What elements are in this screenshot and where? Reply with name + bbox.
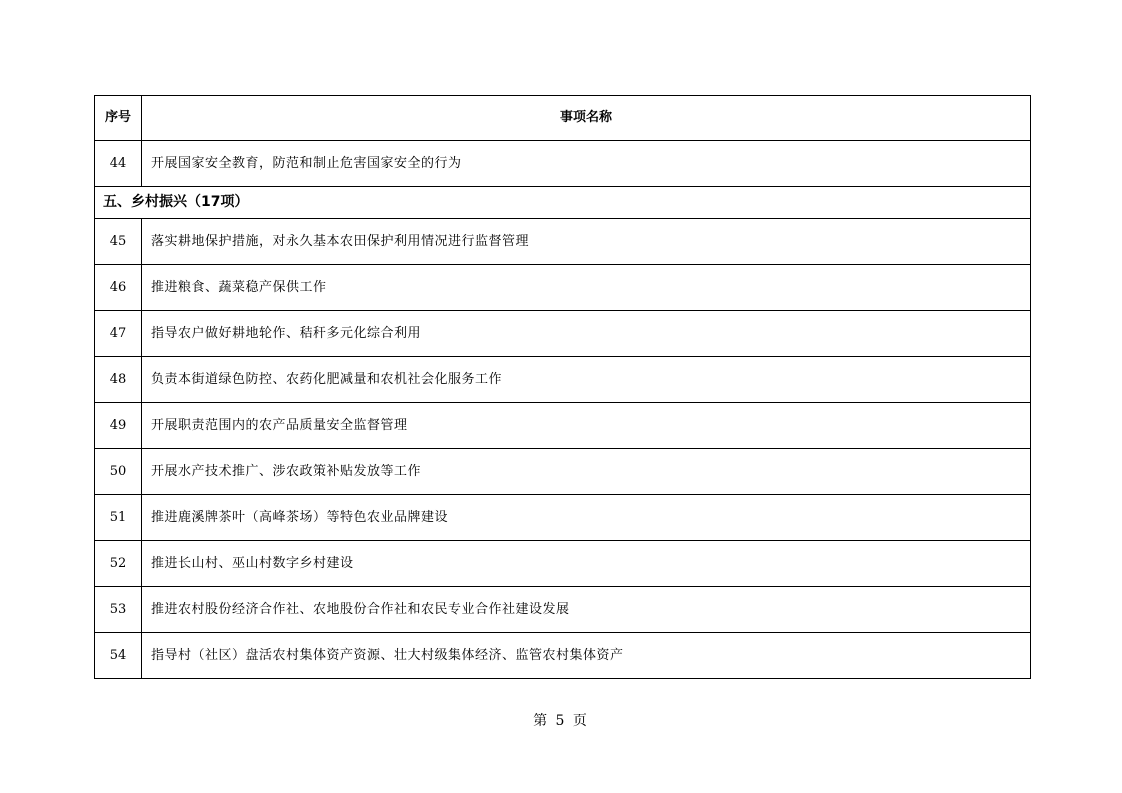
row-item-name: 开展职责范围内的农产品质量安全监督管理: [142, 403, 1031, 449]
page-number: 第 5 页: [533, 713, 589, 729]
row-number: 45: [95, 219, 142, 265]
row-number: 47: [95, 311, 142, 357]
row-item-name: 推进农村股份经济合作社、农地股份合作社和农民专业合作社建设发展: [142, 587, 1031, 633]
row-item-name: 开展国家安全教育，防范和制止危害国家安全的行为: [142, 141, 1031, 187]
table-row: [95, 357, 1031, 403]
row-number: 51: [95, 495, 142, 541]
table-row: [95, 587, 1031, 633]
row-number: 53: [95, 587, 142, 633]
row-item-name: 负责本街道绿色防控、农药化肥减量和农机社会化服务工作: [142, 357, 1031, 403]
section-heading-row: [95, 187, 1031, 219]
table-row: [95, 311, 1031, 357]
table-row: [95, 541, 1031, 587]
row-number: 49: [95, 403, 142, 449]
table-header-row: [95, 96, 1031, 141]
row-number: 46: [95, 265, 142, 311]
row-number: 54: [95, 633, 142, 679]
row-item-name: 开展水产技术推广、涉农政策补贴发放等工作: [142, 449, 1031, 495]
row-number: 48: [95, 357, 142, 403]
table-row: [95, 219, 1031, 265]
header-serial-number: 序号: [95, 96, 142, 141]
table-row: [95, 449, 1031, 495]
table-row: [95, 265, 1031, 311]
row-number: 50: [95, 449, 142, 495]
row-number: 52: [95, 541, 142, 587]
table-row: [95, 633, 1031, 679]
row-item-name: 推进长山村、巫山村数字乡村建设: [142, 541, 1031, 587]
header-item-name: 事项名称: [142, 96, 1031, 141]
items-table: [94, 95, 1031, 679]
row-item-name: 推进粮食、蔬菜稳产保供工作: [142, 265, 1031, 311]
row-item-name: 推进鹿溪牌茶叶（高峰茶场）等特色农业品牌建设: [142, 495, 1031, 541]
table-row: [95, 141, 1031, 187]
row-item-name: 指导村（社区）盘活农村集体资产资源、壮大村级集体经济、监管农村集体资产: [142, 633, 1031, 679]
row-item-name: 落实耕地保护措施，对永久基本农田保护利用情况进行监督管理: [142, 219, 1031, 265]
row-number: 44: [95, 141, 142, 187]
table-row: [95, 403, 1031, 449]
row-item-name: 指导农户做好耕地轮作、秸秆多元化综合利用: [142, 311, 1031, 357]
section-title: 五、乡村振兴（17项）: [95, 187, 1031, 219]
table-row: [95, 495, 1031, 541]
